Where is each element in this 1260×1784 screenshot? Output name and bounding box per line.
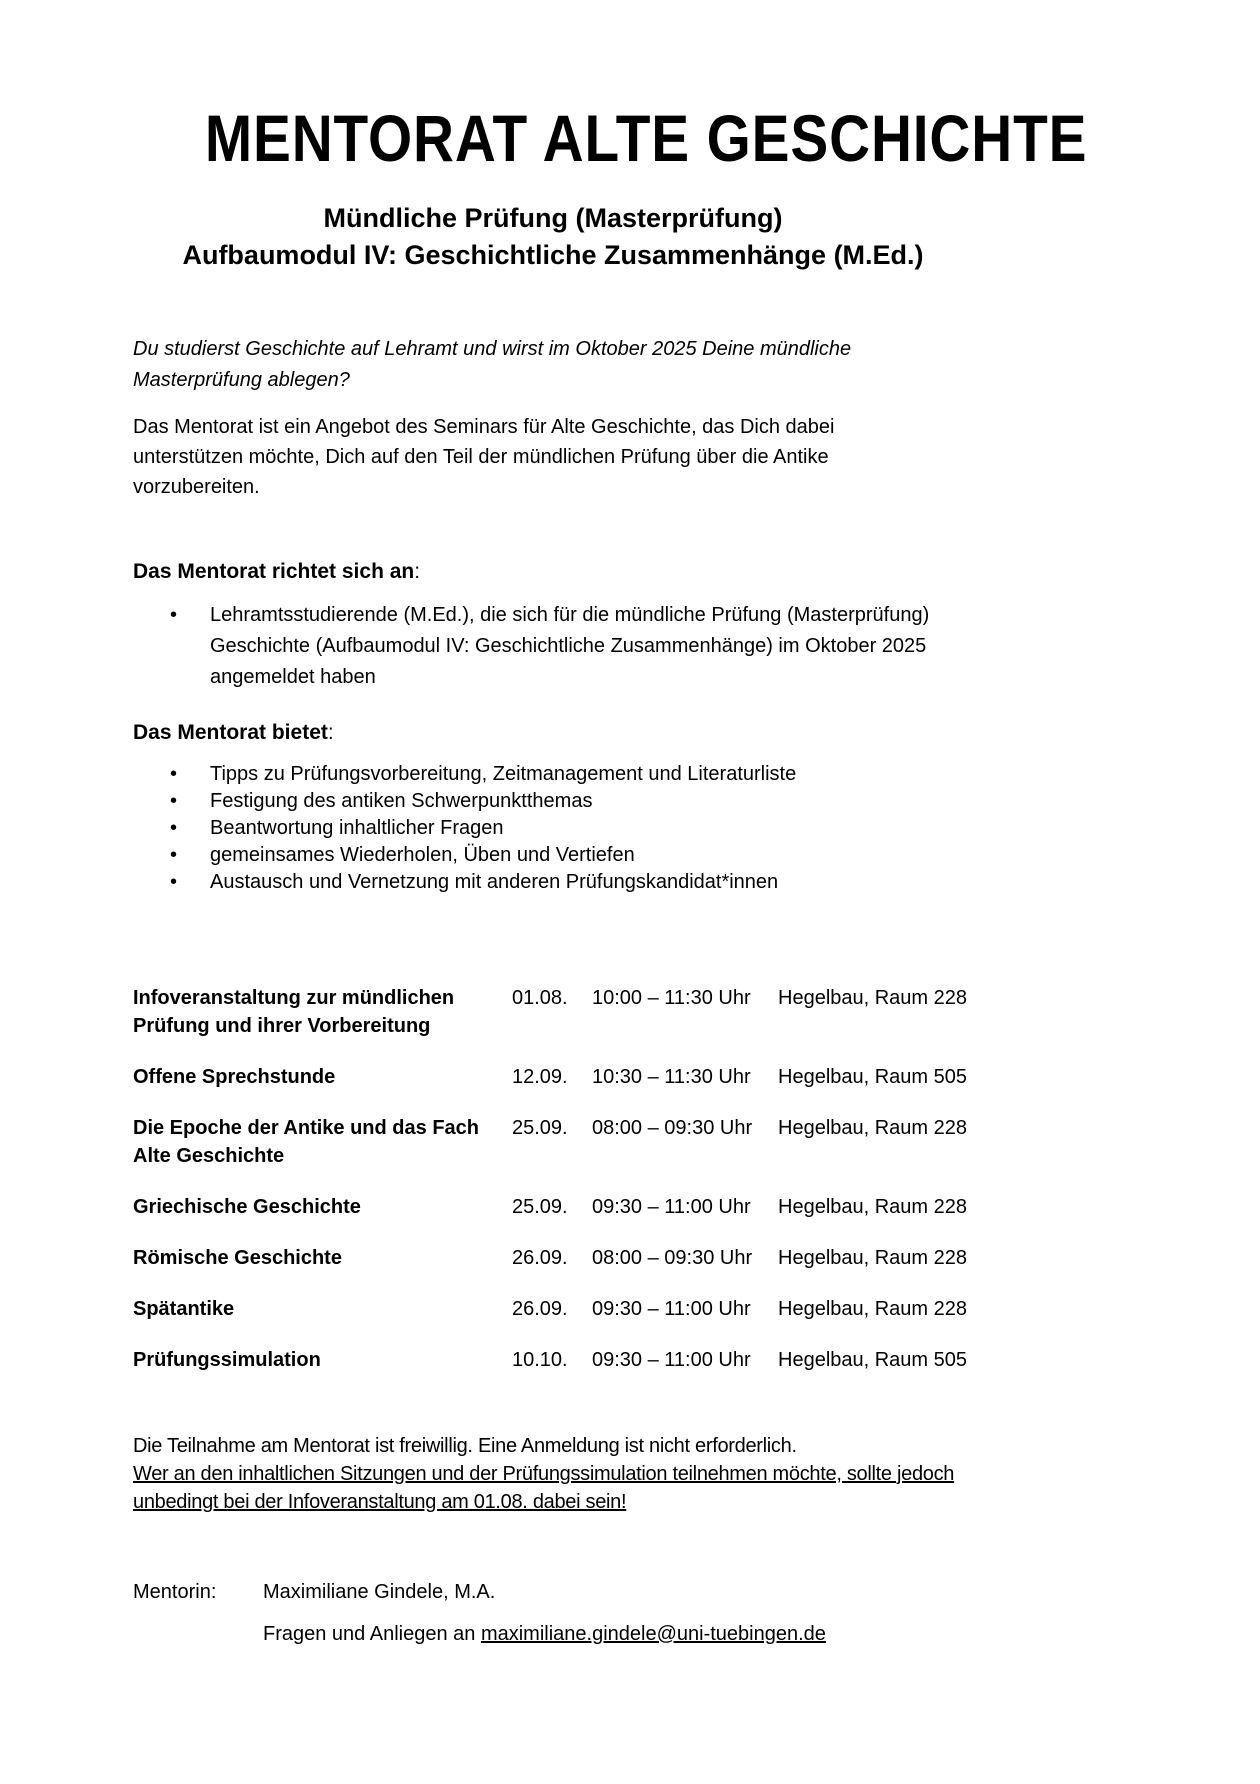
table-row (133, 1295, 973, 1323)
schedule-cell-location: Hegelbau, Raum 228 (778, 1196, 968, 1218)
schedule-cell-time: 09:30 – 11:00 Uhr (592, 1196, 751, 1218)
list-item: • Austausch und Vernetzung mit anderen Prüfungskandidat*innen (210, 869, 973, 896)
table-row (133, 1193, 973, 1221)
offers-heading-colon: : (327, 721, 334, 744)
mentor-contact-line (263, 1620, 973, 1648)
schedule-cell-location: Hegelbau, Raum 505 (778, 1066, 968, 1088)
schedule-table (133, 984, 973, 1374)
schedule-cell-date: 26.09. (512, 1247, 568, 1269)
schedule-cell-title: Römische Geschichte (133, 1247, 342, 1269)
schedule-cell-title: Spätantike (133, 1298, 235, 1320)
table-row (133, 1346, 973, 1374)
subtitle-line-1: Mündliche Prüfung (Masterprüfung) (323, 203, 783, 233)
schedule-cell-time: 10:00 – 11:30 Uhr (592, 987, 751, 1009)
table-row (133, 984, 973, 1040)
mentor-label: Mentorin: (133, 1581, 217, 1603)
schedule-cell-title: Die Epoche der Antike und das Fach Alte Geschichte (133, 1117, 479, 1167)
mentor-contact-row (133, 1620, 973, 1648)
table-row (133, 1244, 973, 1272)
schedule-cell-title: Prüfungssimulation (133, 1349, 321, 1371)
audience-heading-colon: : (414, 560, 421, 583)
table-row (133, 1063, 973, 1091)
schedule-cell-date: 26.09. (512, 1298, 568, 1320)
email-link[interactable]: maximiliane.gindele@uni-tuebingen.de (480, 1623, 826, 1645)
table-row (133, 1114, 973, 1170)
list-item: • Beantwortung inhaltlicher Fragen (210, 815, 973, 842)
offers-heading (133, 719, 973, 747)
page-subtitle (133, 200, 973, 274)
intro-question: Du studierst Geschichte auf Lehramt und wirst im Oktober 2025 Deine mündliche Masterprüfung ablegen? (133, 338, 852, 391)
schedule-cell-date: 25.09. (512, 1117, 568, 1139)
schedule-cell-time: 09:30 – 11:00 Uhr (592, 1298, 751, 1320)
schedule-cell-title: Griechische Geschichte (133, 1196, 361, 1218)
participation-note-underlined: Wer an den inhaltlichen Sitzungen und der Prüfungssimulation teilnehmen möchte, sollte jedoch unbedingt bei der Infoveranstaltung am 01.08. dabei sein! (133, 1463, 955, 1513)
schedule-cell-date: 01.08. (512, 987, 568, 1009)
mentor-block (133, 1578, 973, 1648)
audience-heading-text: Das Mentorat richtet sich an (133, 560, 415, 583)
mentor-row (133, 1578, 973, 1606)
schedule-cell-date: 25.09. (512, 1196, 568, 1218)
offers-list (133, 761, 973, 896)
list-item: • gemeinsames Wiederholen, Üben und Vertiefen (210, 842, 973, 869)
schedule-cell-time: 10:30 – 11:30 Uhr (592, 1066, 751, 1088)
page-title (133, 100, 1088, 176)
page-title-text: MENTORAT ALTE GESCHICHTE (204, 101, 1088, 175)
audience-list (133, 600, 973, 693)
list-item: • Festigung des antiken Schwerpunktthemas (210, 788, 973, 815)
mentor-contact-spacer (133, 1620, 263, 1648)
schedule-cell-date: 12.09. (512, 1066, 568, 1088)
schedule-cell-time: 08:00 – 09:30 Uhr (592, 1117, 753, 1139)
intro-description: Das Mentorat ist ein Angebot des Seminars für Alte Geschichte, das Dich dabei unterstützen möchte, Dich auf den Teil der mündlichen Prüfung über die Antike vorzubereiten. (133, 416, 835, 498)
participation-note (133, 1432, 973, 1516)
schedule-cell-location: Hegelbau, Raum 228 (778, 1298, 968, 1320)
offers-heading-text: Das Mentorat bietet (133, 721, 328, 744)
schedule-cell-date: 10.10. (512, 1349, 568, 1371)
schedule-cell-time: 08:00 – 09:30 Uhr (592, 1247, 753, 1269)
schedule-cell-title: Infoveranstaltung zur mündlichen Prüfung und ihrer Vorbereitung (133, 987, 455, 1037)
mentor-name: Maximiliane Gindele, M.A. (263, 1581, 496, 1603)
participation-note-plain: Die Teilnahme am Mentorat ist freiwillig. Eine Anmeldung ist nicht erforderlich. (133, 1435, 797, 1457)
schedule-cell-location: Hegelbau, Raum 505 (778, 1349, 968, 1371)
audience-heading (133, 558, 973, 586)
mentor-contact-prefix: Fragen und Anliegen an (263, 1623, 481, 1645)
schedule-cell-location: Hegelbau, Raum 228 (778, 1117, 968, 1139)
subtitle-line-2: Aufbaumodul IV: Geschichtliche Zusammenhänge (M.Ed.) (182, 240, 924, 270)
list-item: • Lehramtsstudierende (M.Ed.), die sich für die mündliche Prüfung (Masterprüfung) Geschichte (Aufbaumodul IV: Geschichtliche Zusammenhänge) im Oktober 2025 angemeldet haben (210, 600, 973, 693)
schedule-cell-time: 09:30 – 11:00 Uhr (592, 1349, 751, 1371)
list-item: • Tipps zu Prüfungsvorbereitung, Zeitmanagement und Literaturliste (210, 761, 973, 788)
schedule-cell-location: Hegelbau, Raum 228 (778, 987, 968, 1009)
schedule-cell-location: Hegelbau, Raum 228 (778, 1247, 968, 1269)
schedule-cell-title: Offene Sprechstunde (133, 1066, 336, 1088)
